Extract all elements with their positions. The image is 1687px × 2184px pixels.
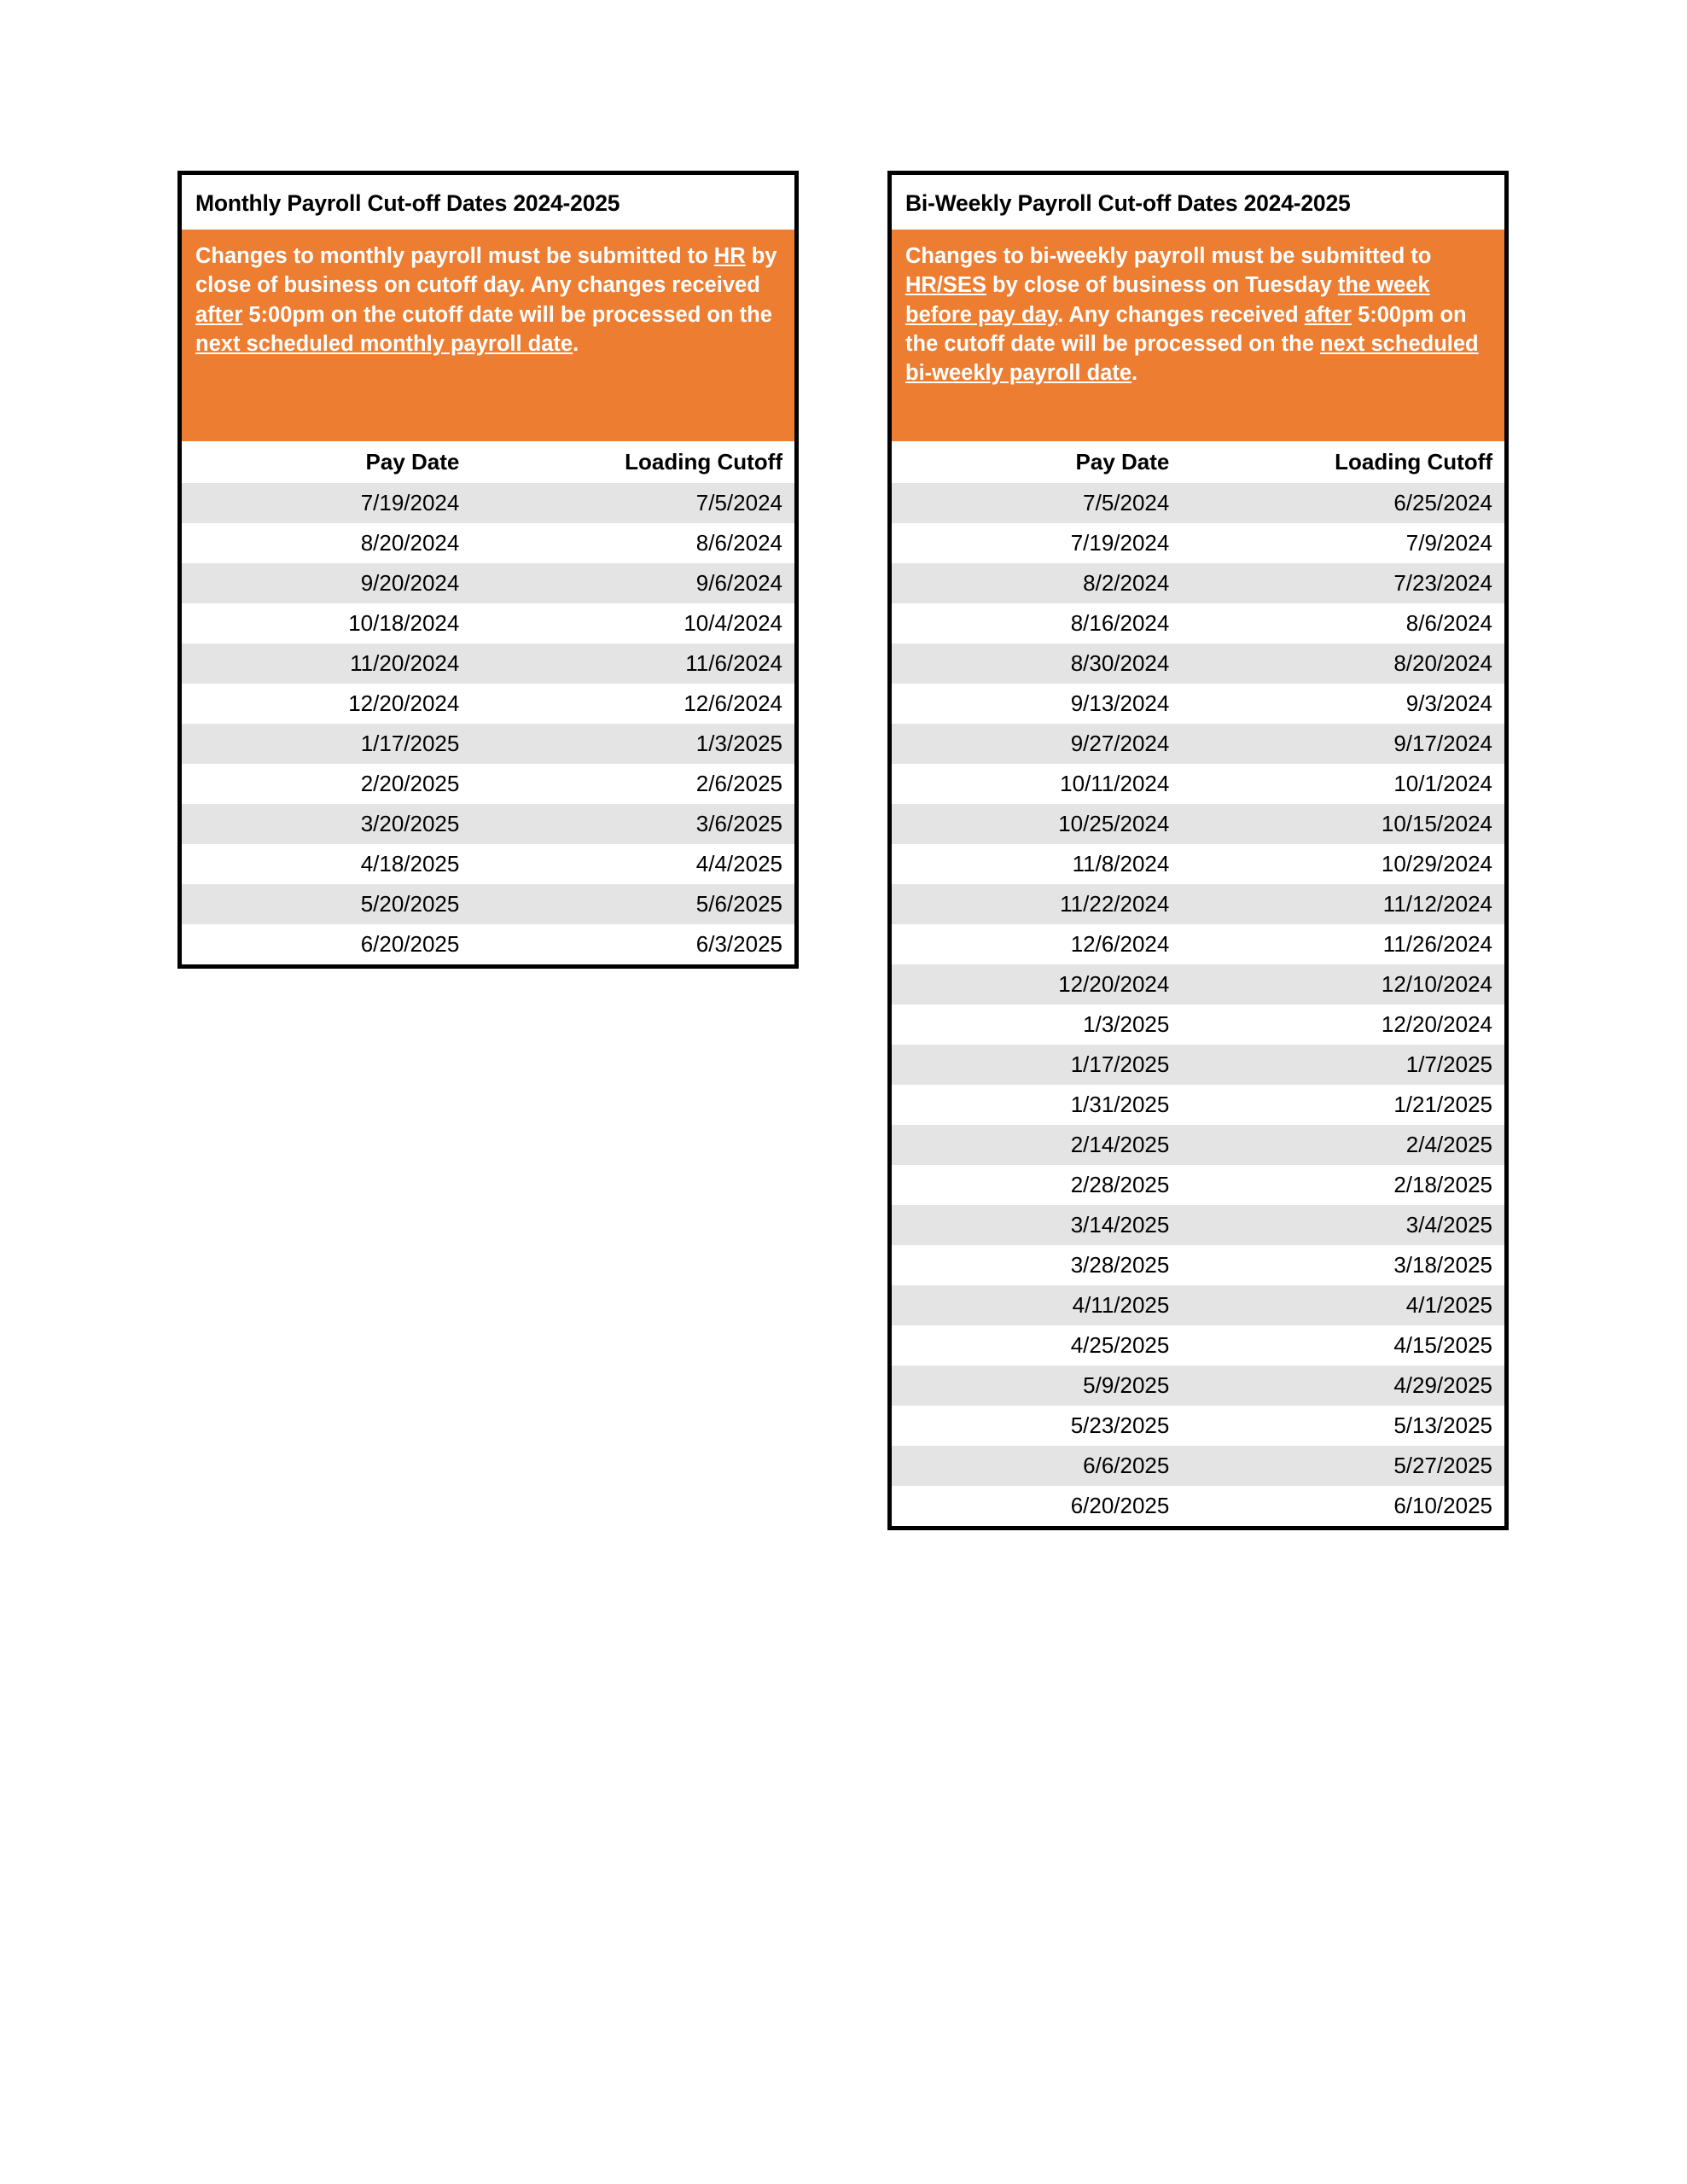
cell-loading-cutoff: 4/15/2025	[1210, 1325, 1504, 1366]
biweekly-table-header	[892, 441, 1504, 483]
cell-loading-cutoff: 3/18/2025	[1210, 1245, 1504, 1285]
table-row	[892, 1125, 1504, 1165]
cell-pay-date: 8/2/2024	[892, 563, 1210, 603]
table-row	[892, 764, 1504, 804]
cell-loading-cutoff: 12/20/2024	[1210, 1005, 1504, 1045]
column-header-pay-date: Pay Date	[182, 441, 500, 483]
monthly-card-title: Monthly Payroll Cut-off Dates 2024-2025	[195, 190, 620, 216]
cell-loading-cutoff: 3/4/2025	[1210, 1205, 1504, 1245]
cell-pay-date: 8/16/2024	[892, 603, 1210, 644]
cell-loading-cutoff: 9/3/2024	[1210, 684, 1504, 724]
cell-loading-cutoff: 2/6/2025	[500, 764, 794, 804]
table-row	[892, 844, 1504, 884]
biweekly-table-body	[892, 483, 1504, 1526]
cell-loading-cutoff: 12/6/2024	[500, 684, 794, 724]
cell-loading-cutoff: 12/10/2024	[1210, 964, 1504, 1005]
table-row	[892, 1045, 1504, 1085]
cell-pay-date: 5/23/2025	[892, 1406, 1210, 1446]
cell-loading-cutoff: 8/20/2024	[1210, 644, 1504, 684]
cell-loading-cutoff: 1/7/2025	[1210, 1045, 1504, 1085]
table-row	[892, 964, 1504, 1005]
table-row	[892, 684, 1504, 724]
cell-pay-date: 11/20/2024	[182, 644, 500, 684]
cell-pay-date: 4/11/2025	[892, 1285, 1210, 1325]
column-header-loading-cutoff: Loading Cutoff	[1210, 441, 1504, 483]
table-row	[892, 1205, 1504, 1245]
table-row	[892, 804, 1504, 844]
cell-loading-cutoff: 5/27/2025	[1210, 1446, 1504, 1486]
monthly-table-header	[182, 441, 794, 483]
table-row	[892, 1085, 1504, 1125]
table-row	[892, 563, 1504, 603]
cell-loading-cutoff: 2/4/2025	[1210, 1125, 1504, 1165]
table-header-row	[182, 441, 794, 483]
table-row	[892, 603, 1504, 644]
table-row	[182, 644, 794, 684]
cell-pay-date: 7/19/2024	[892, 523, 1210, 563]
table-row	[892, 924, 1504, 964]
monthly-card-note: Changes to monthly payroll must be submitted to HR by close of business on cutoff day. Any changes received after 5:00pm on the cutoff date will be processed on the next scheduled monthly payroll date.	[182, 230, 794, 441]
cell-loading-cutoff: 10/15/2024	[1210, 804, 1504, 844]
table-row	[182, 563, 794, 603]
cell-pay-date: 8/20/2024	[182, 523, 500, 563]
cell-loading-cutoff: 3/6/2025	[500, 804, 794, 844]
table-row	[182, 884, 794, 924]
cell-loading-cutoff: 11/26/2024	[1210, 924, 1504, 964]
table-row	[892, 1366, 1504, 1406]
table-row	[182, 924, 794, 964]
biweekly-card-note: Changes to bi-weekly payroll must be submitted to HR/SES by close of business on Tuesday the week before pay day. Any changes received after 5:00pm on the cutoff date will be processed on the next scheduled bi-weekly payroll date.	[892, 230, 1504, 441]
cell-pay-date: 3/20/2025	[182, 804, 500, 844]
cell-pay-date: 2/14/2025	[892, 1125, 1210, 1165]
table-row	[892, 1165, 1504, 1205]
cell-pay-date: 12/20/2024	[892, 964, 1210, 1005]
cell-pay-date: 8/30/2024	[892, 644, 1210, 684]
cell-loading-cutoff: 9/17/2024	[1210, 724, 1504, 764]
cell-loading-cutoff: 7/5/2024	[500, 483, 794, 523]
cell-pay-date: 6/20/2025	[892, 1486, 1210, 1526]
table-row	[892, 1285, 1504, 1325]
cell-pay-date: 9/27/2024	[892, 724, 1210, 764]
cell-pay-date: 7/19/2024	[182, 483, 500, 523]
cell-loading-cutoff: 5/13/2025	[1210, 1406, 1504, 1446]
monthly-payroll-card	[177, 171, 799, 969]
table-row	[892, 724, 1504, 764]
cell-pay-date: 3/28/2025	[892, 1245, 1210, 1285]
cell-pay-date: 1/31/2025	[892, 1085, 1210, 1125]
table-row	[892, 1446, 1504, 1486]
biweekly-card-title: Bi-Weekly Payroll Cut-off Dates 2024-2025	[905, 190, 1351, 216]
cell-pay-date: 12/20/2024	[182, 684, 500, 724]
table-row	[892, 1325, 1504, 1366]
biweekly-payroll-card	[887, 171, 1509, 1530]
biweekly-payroll-table	[892, 441, 1504, 1526]
cell-loading-cutoff: 7/23/2024	[1210, 563, 1504, 603]
table-row	[892, 884, 1504, 924]
table-row	[892, 1486, 1504, 1526]
cell-loading-cutoff: 10/1/2024	[1210, 764, 1504, 804]
cell-loading-cutoff: 10/4/2024	[500, 603, 794, 644]
cell-pay-date: 6/20/2025	[182, 924, 500, 964]
table-row	[182, 603, 794, 644]
cell-loading-cutoff: 5/6/2025	[500, 884, 794, 924]
cell-pay-date: 3/14/2025	[892, 1205, 1210, 1245]
cell-loading-cutoff: 7/9/2024	[1210, 523, 1504, 563]
cell-loading-cutoff: 1/3/2025	[500, 724, 794, 764]
cell-loading-cutoff: 4/1/2025	[1210, 1285, 1504, 1325]
cell-pay-date: 9/20/2024	[182, 563, 500, 603]
table-row	[182, 764, 794, 804]
cell-pay-date: 5/20/2025	[182, 884, 500, 924]
cell-loading-cutoff: 9/6/2024	[500, 563, 794, 603]
table-row	[182, 483, 794, 523]
cell-pay-date: 6/6/2025	[892, 1446, 1210, 1486]
table-row	[892, 644, 1504, 684]
table-header-row	[892, 441, 1504, 483]
cell-pay-date: 4/25/2025	[892, 1325, 1210, 1366]
cell-pay-date: 7/5/2024	[892, 483, 1210, 523]
cell-pay-date: 1/17/2025	[182, 724, 500, 764]
cell-pay-date: 9/13/2024	[892, 684, 1210, 724]
monthly-table-body	[182, 483, 794, 964]
cell-pay-date: 4/18/2025	[182, 844, 500, 884]
cell-loading-cutoff: 2/18/2025	[1210, 1165, 1504, 1205]
cell-pay-date: 12/6/2024	[892, 924, 1210, 964]
cell-pay-date: 11/22/2024	[892, 884, 1210, 924]
column-header-pay-date: Pay Date	[892, 441, 1210, 483]
cell-loading-cutoff: 8/6/2024	[500, 523, 794, 563]
cell-pay-date: 2/28/2025	[892, 1165, 1210, 1205]
cell-loading-cutoff: 11/12/2024	[1210, 884, 1504, 924]
cell-loading-cutoff: 6/3/2025	[500, 924, 794, 964]
cell-pay-date: 10/18/2024	[182, 603, 500, 644]
cell-loading-cutoff: 4/29/2025	[1210, 1366, 1504, 1406]
cell-pay-date: 10/25/2024	[892, 804, 1210, 844]
cell-pay-date: 5/9/2025	[892, 1366, 1210, 1406]
cell-pay-date: 1/17/2025	[892, 1045, 1210, 1085]
cell-loading-cutoff: 6/25/2024	[1210, 483, 1504, 523]
cell-loading-cutoff: 10/29/2024	[1210, 844, 1504, 884]
table-row	[182, 804, 794, 844]
cell-loading-cutoff: 11/6/2024	[500, 644, 794, 684]
table-row	[182, 684, 794, 724]
monthly-payroll-table	[182, 441, 794, 964]
table-row	[892, 483, 1504, 523]
cell-pay-date: 2/20/2025	[182, 764, 500, 804]
table-row	[892, 1245, 1504, 1285]
cell-loading-cutoff: 4/4/2025	[500, 844, 794, 884]
cell-pay-date: 11/8/2024	[892, 844, 1210, 884]
cell-pay-date: 1/3/2025	[892, 1005, 1210, 1045]
cell-pay-date: 10/11/2024	[892, 764, 1210, 804]
table-row	[182, 724, 794, 764]
table-row	[892, 523, 1504, 563]
table-row	[892, 1406, 1504, 1446]
cell-loading-cutoff: 1/21/2025	[1210, 1085, 1504, 1125]
column-header-loading-cutoff: Loading Cutoff	[500, 441, 794, 483]
cell-loading-cutoff: 6/10/2025	[1210, 1486, 1504, 1526]
cell-loading-cutoff: 8/6/2024	[1210, 603, 1504, 644]
table-row	[182, 523, 794, 563]
table-row	[182, 844, 794, 884]
table-row	[892, 1005, 1504, 1045]
